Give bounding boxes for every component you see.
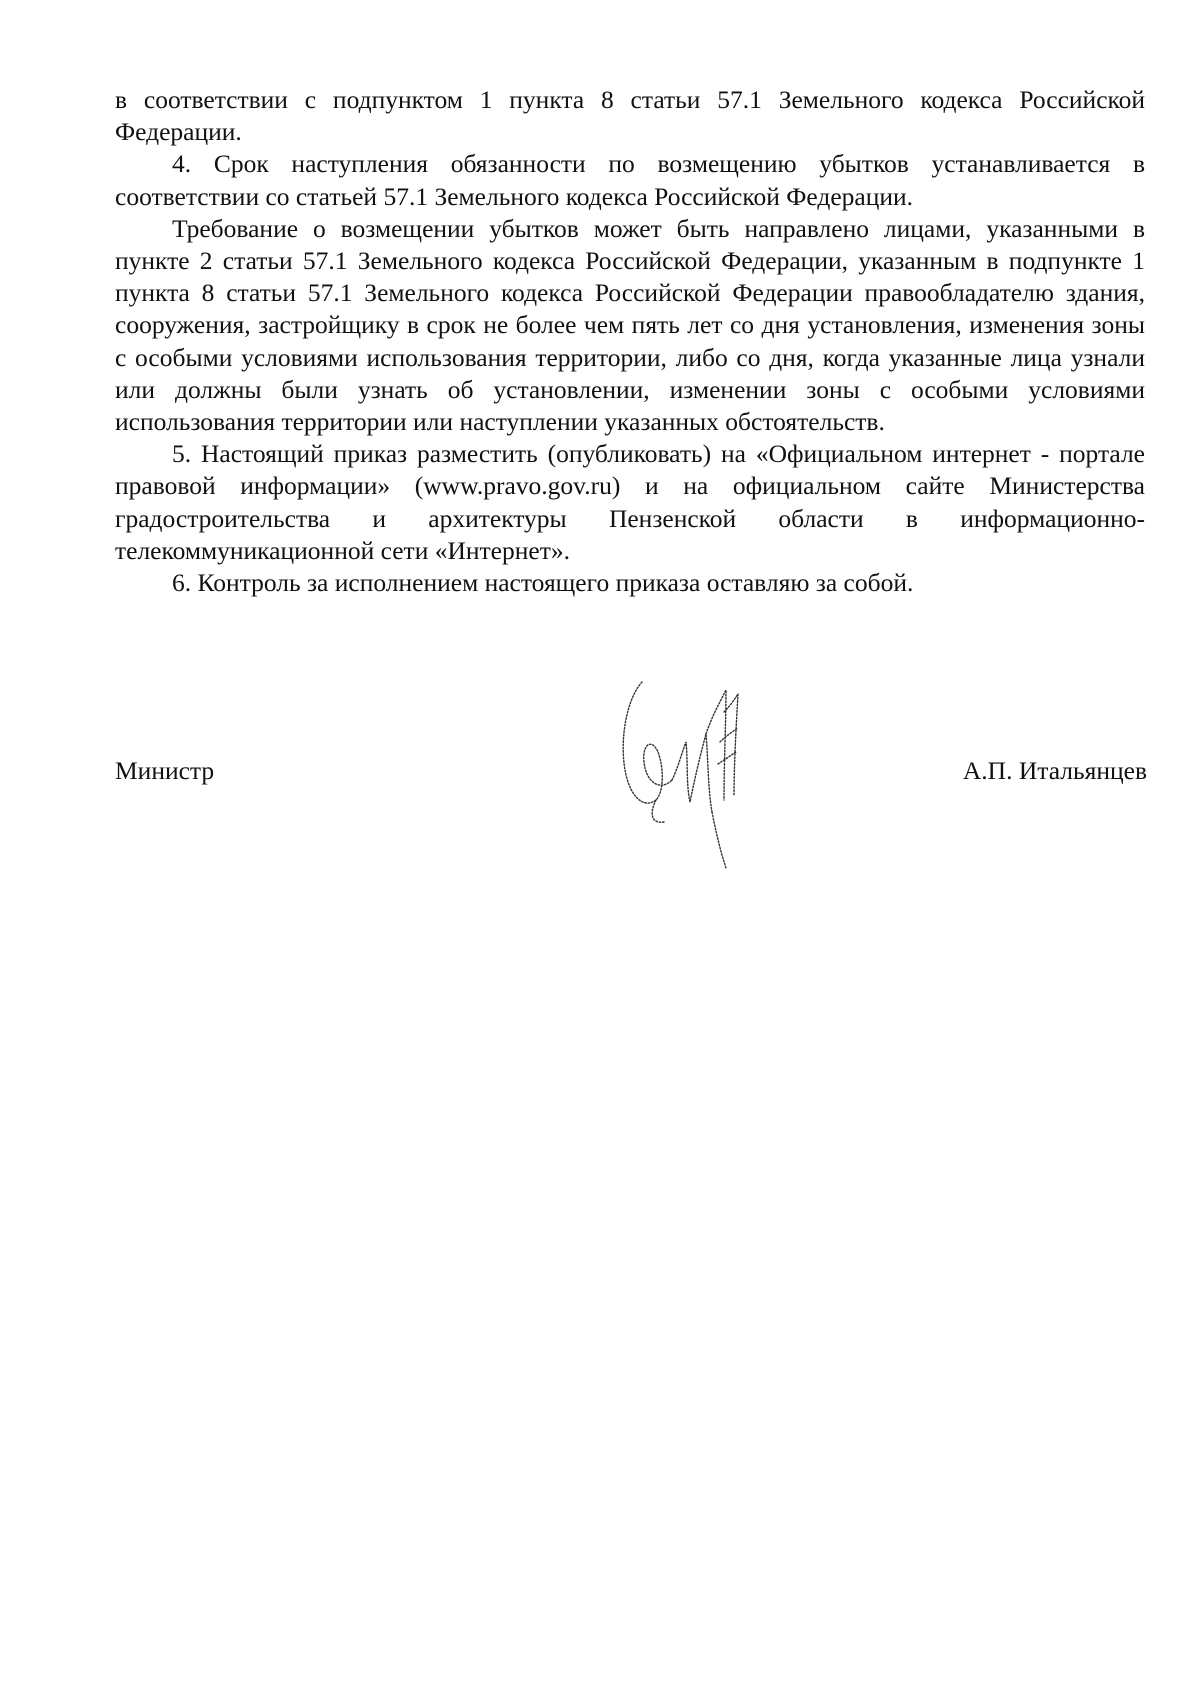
signatory-position: Министр — [115, 756, 215, 785]
signatory-name: А.П. Итальянцев — [962, 756, 1147, 785]
paragraph-item-4: 4. Срок наступления обязанности по возмещению убытков устанавливается в соответствии со статьей 57.1 Земельного кодекса Российской Федерации. — [115, 149, 1145, 211]
signature-block — [115, 755, 1145, 795]
paragraph-item-6: 6. Контроль за исполнением настоящего приказа оставляю за собой. — [172, 568, 914, 598]
paragraph-claim-requirement: Требование о возмещении убытков может быть направлено лицами, указанными в пункте 2 статьи 57.1 Земельного кодекса Российской Федерации, указанным в подпункте 1 пункта 8 статьи 57.1 Земельного кодекса Российской Федерации правообладателю здания, сооружения, застройщику в срок не более чем пять лет со дня установления, изменения зоны с особыми условиями использования территории, либо со дня, когда указанные лица узнали или должны были узнать об установлении, изменении зоны с особыми условиями использования территории или наступлении указанных обстоятельств. — [115, 213, 1145, 437]
paragraph-continuation: в соответствии с подпунктом 1 пункта 8 статьи 57.1 Земельного кодекса Российской Федерации. — [115, 85, 1145, 147]
paragraph-item-5: 5. Настоящий приказ разместить (опубликовать) на «Официальном интернет - портале правовой информации» (www.pravo.gov.ru) и на официальном сайте Министерства градостроительства и архитектуры Пензенской области в информационно-телекоммуникационной сети «Интернет». — [115, 439, 1145, 565]
document-body — [115, 84, 1145, 599]
